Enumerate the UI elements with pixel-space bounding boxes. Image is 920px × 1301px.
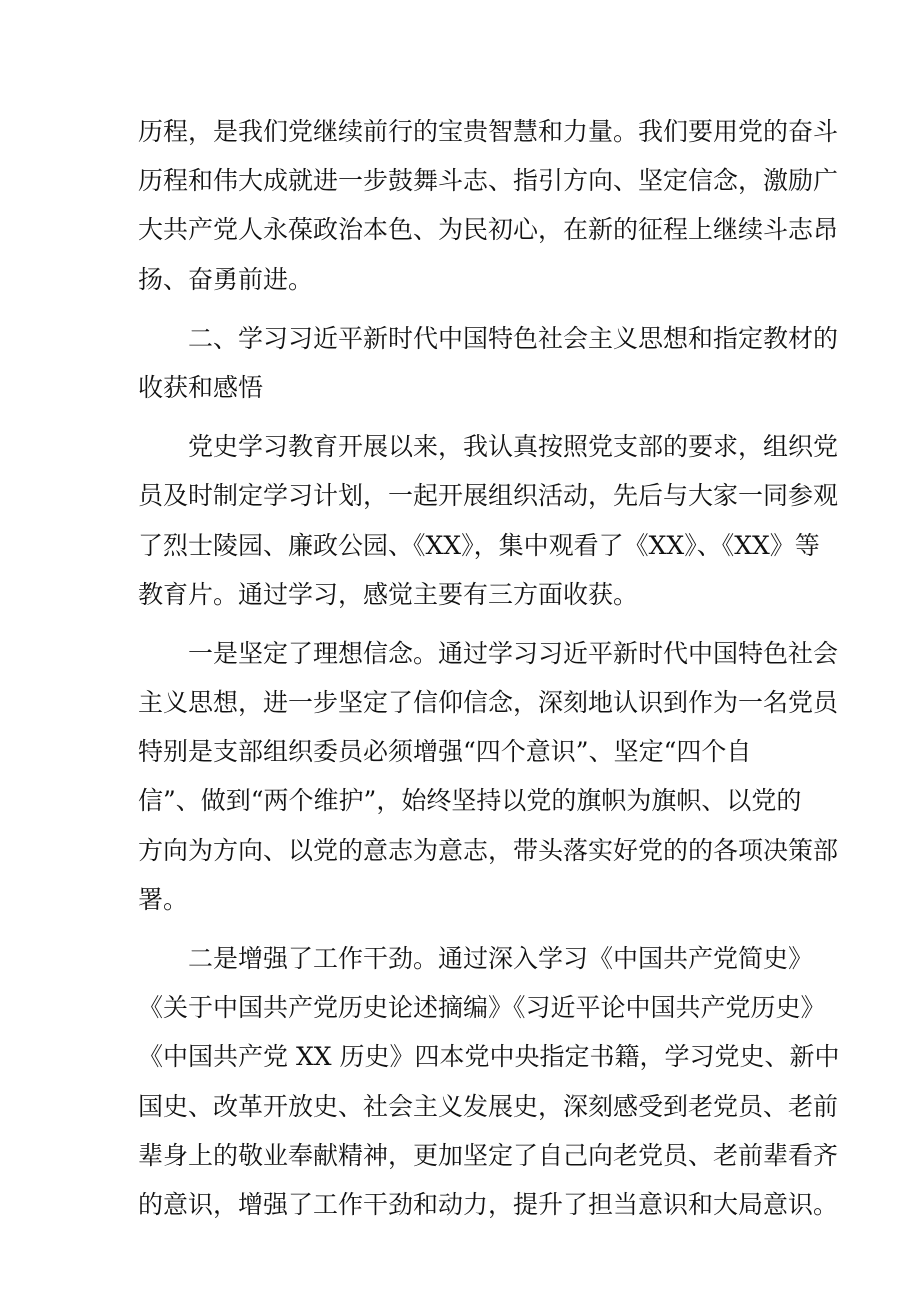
text-line: 员及时制定学习计划，一起开展组织活动，先后与大家一同参观: [138, 481, 839, 511]
text-line: 了烈士陵园、廉政公园、《XX》，集中观看了《XX》、《XX》等: [138, 530, 820, 560]
text-line: 辈身上的敬业奉献精神，更加坚定了自己向老党员、老前辈看齐: [138, 1140, 839, 1170]
text-line: 历程，是我们党继续前行的宝贵智慧和力量。我们要用党的奋斗: [138, 117, 839, 146]
text-line: 一是坚定了理想信念。通过学习习近平新时代中国特色社会: [188, 638, 839, 668]
text-line: 《关于中国共产党历史论述摘编》《习近平论中国共产党历史》: [138, 993, 826, 1023]
paragraph-point-two: [138, 934, 840, 1229]
text-line: 特别是支部组织委员必须增强“四个意识”、坚定“四个自: [138, 737, 752, 767]
text-line: 署。: [138, 884, 189, 914]
text-line: 国史、改革开放史、社会主义发展史，深刻感受到老党员、老前: [138, 1091, 839, 1121]
text-line: 历程和伟大成就进一步鼓舞斗志、指引方向、坚定信念，激励广: [138, 166, 839, 196]
text-line: 扬、奋勇前进。: [138, 264, 314, 294]
heading-line: 收获和感悟: [138, 372, 264, 402]
document-page: [138, 107, 840, 1229]
text-line: 二是增强了工作干劲。通过深入学习《中国共产党简史》: [188, 944, 814, 973]
text-line: 党史学习教育开展以来，我认真按照党支部的要求，组织党: [188, 432, 839, 462]
text-line: 主义思想，进一步坚定了信仰信念，深刻地认识到作为一名党员: [138, 688, 839, 718]
paragraph-continuation: [138, 107, 839, 304]
heading-line: 二、学习习近平新时代中国特色社会主义思想和指定教材的: [188, 323, 839, 353]
text-line: 信”、做到“两个维护”，始终坚持以党的旗帜为旗帜、以党的: [138, 786, 802, 816]
text-line: 大共产党人永葆政治本色、为民初心，在新的征程上继续斗志昂: [138, 215, 839, 245]
paragraph-point-one: [138, 629, 839, 924]
section-heading: [138, 314, 839, 412]
paragraph-intro: [138, 422, 839, 619]
text-line: 《中国共产党 XX 历史》四本党中央指定书籍，学习党史、新中: [138, 1042, 840, 1072]
text-line: 方向为方向、以党的意志为意志，带头落实好党的的各项决策部: [138, 835, 839, 865]
text-line: 教育片。通过学习，感觉主要有三方面收获。: [138, 579, 639, 609]
text-line: 的意识，增强了工作干劲和动力，提升了担当意识和大局意识。: [138, 1189, 839, 1219]
